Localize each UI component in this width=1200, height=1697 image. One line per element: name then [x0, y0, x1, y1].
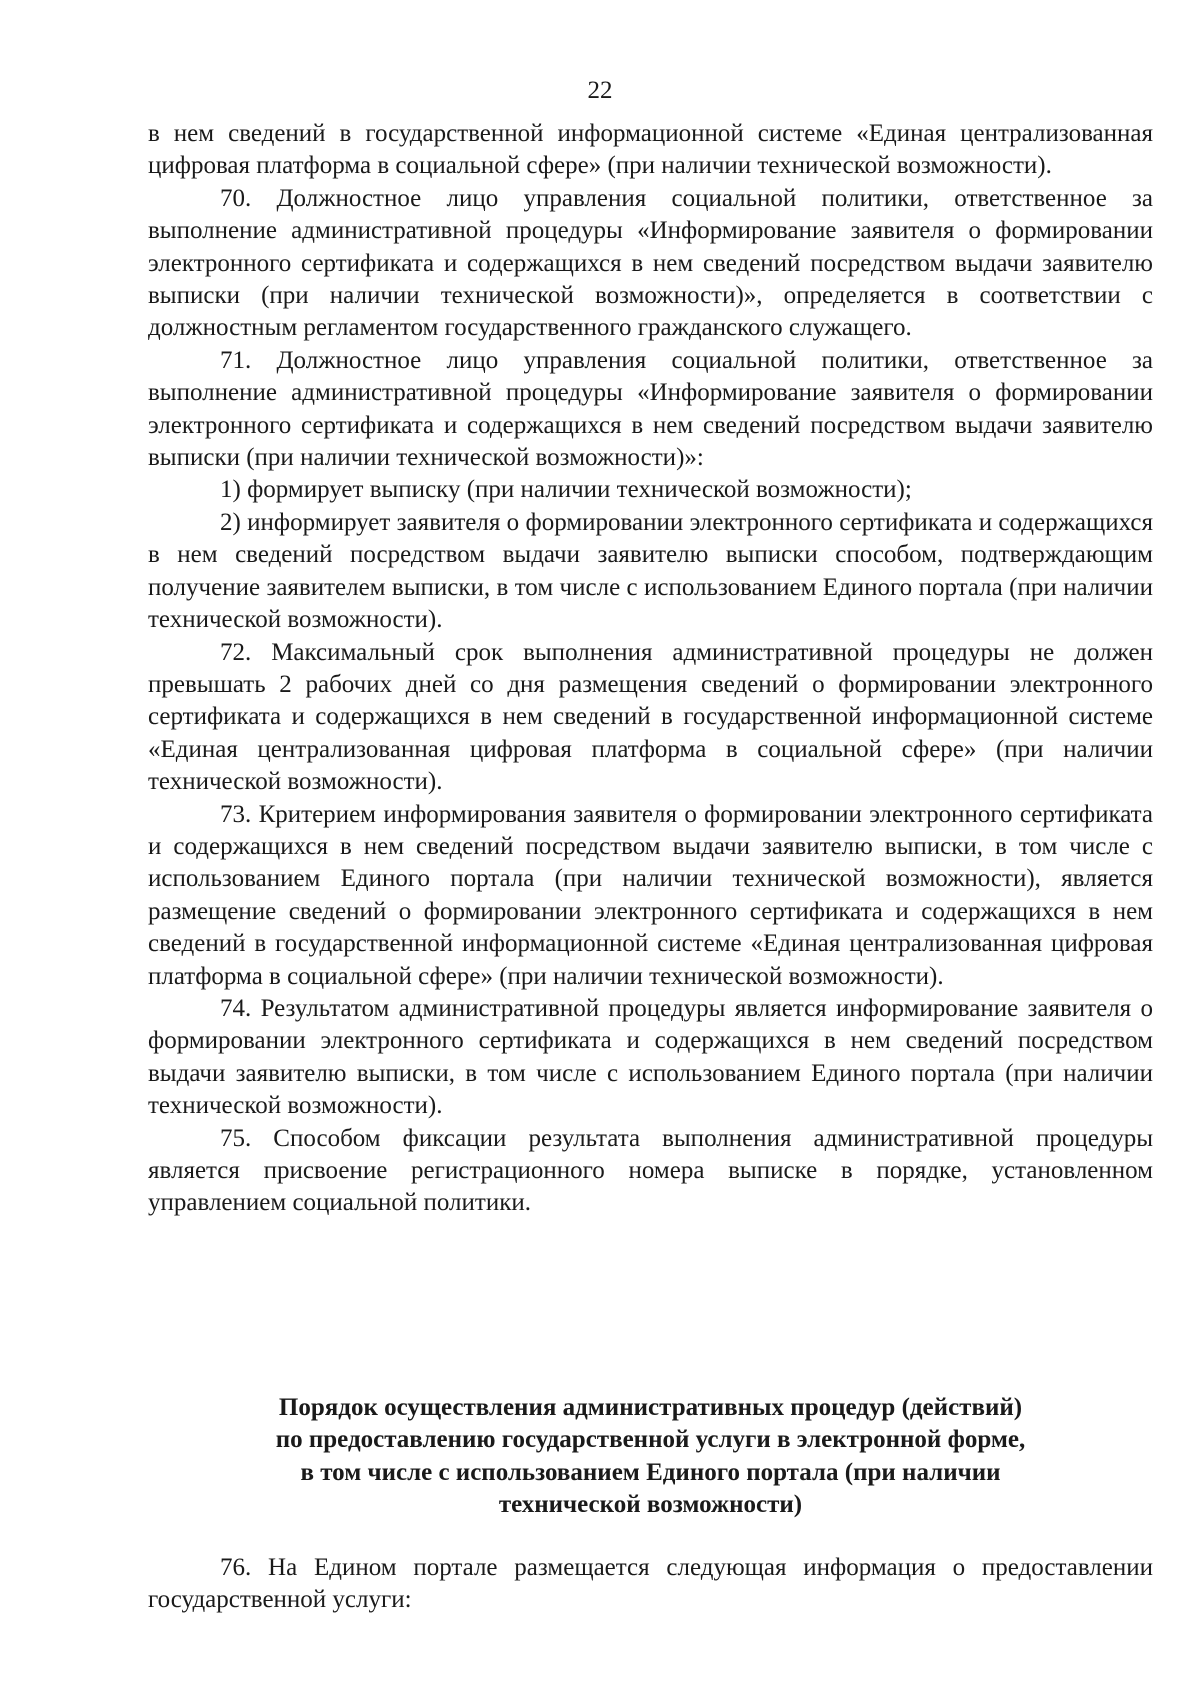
paragraph-76: 76. На Едином портале размещается следующая информация о предоставлении государственной услуги:: [148, 1554, 1153, 1614]
paragraph-74: 74. Результатом административной процедуры является информирование заявителя о формировании электронного сертификата и содержащихся в нем сведений посредством выдачи заявителю выписки, в том числе с использованием Единого портала (при наличии технической возможности).: [148, 994, 1153, 1120]
paragraph-72: 72. Максимальный срок выполнения административной процедуры не должен превышать 2 рабочих дней со дня размещения сведений о формировании электронного сертификата и содержащихся в нем сведений в государственной информационной системе «Единая централизованная цифровая платформа в социальной сфере» (при наличии технической возможности).: [148, 638, 1153, 796]
paragraph-71-item-2: 2) информирует заявителя о формировании электронного сертификата и содержащихся в нем сведений посредством выдачи заявителю выписки способом, подтверждающим получение заявителем выписки, в том числе с использованием Единого портала (при наличии технической возможности).: [148, 508, 1153, 634]
section-heading: [148, 1392, 1153, 1522]
paragraph-70: 70. Должностное лицо управления социальной политики, ответственное за выполнение административной процедуры «Информирование заявителя о формировании электронного сертификата и содержащихся в нем сведений посредством выдачи заявителю выписки (при наличии технической возможности)», определяется в соответствии с должностным регламентом государственного гражданского служащего.: [148, 184, 1153, 342]
paragraph-71: 71. Должностное лицо управления социальной политики, ответственное за выполнение административной процедуры «Информирование заявителя о формировании электронного сертификата и содержащихся в нем сведений посредством выдачи заявителю выписки (при наличии технической возможности)»:: [148, 346, 1153, 472]
final-text: [148, 1552, 1153, 1617]
section-heading-line-2: по предоставлению государственной услуги в электронной форме,: [275, 1426, 1026, 1454]
section-heading-line-1: Порядок осуществления административных процедур (действий): [278, 1394, 1023, 1421]
section-heading-line-3: в том числе с использованием Единого портала (при наличии: [300, 1458, 1001, 1486]
section-heading-line-4: технической возможности): [498, 1491, 803, 1519]
paragraph-75: 75. Способом фиксации результата выполнения административной процедуры является присвоение регистрационного номера выписке в порядке, установленном управлением социальной политики.: [148, 1124, 1153, 1217]
body-text: [148, 118, 1153, 1220]
paragraph-73: 73. Критерием информирования заявителя о формировании электронного сертификата и содержащихся в нем сведений посредством выдачи заявителю выписки, в том числе с использованием Единого портала (при наличии технической возможности), является размещение сведений о формировании электронного сертификата и содержащихся в нем сведений в государственной информационной системе «Единая централизованная цифровая платформа в социальной сфере» (при наличии технической возможности).: [148, 800, 1153, 990]
paragraph-continuation: в нем сведений в государственной информационной системе «Единая централизованная цифровая платформа в социальной сфере» (при наличии технической возможности).: [148, 120, 1153, 180]
paragraph-71-item-1: 1) формирует выписку (при наличии технической возможности);: [220, 476, 912, 504]
page-number: 22: [587, 77, 613, 104]
